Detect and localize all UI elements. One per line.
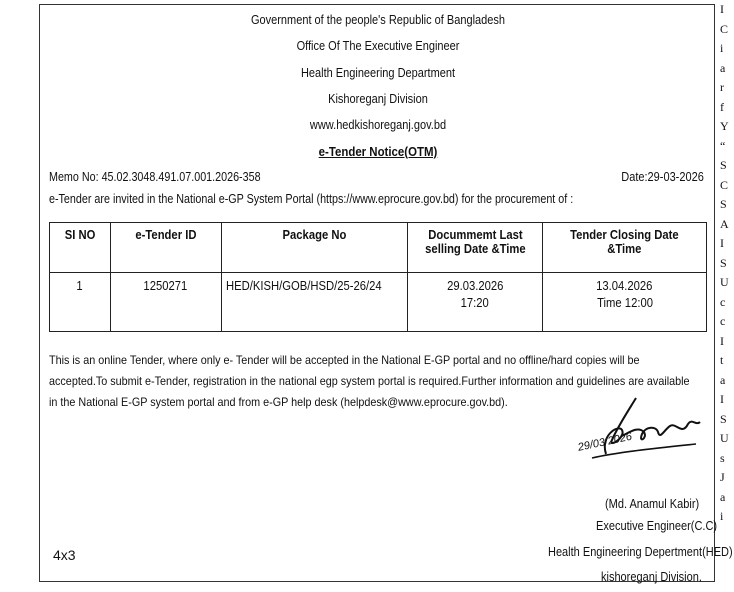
header-office: Office Of The Executive Engineer (296, 39, 460, 53)
header-division: Kishoreganj Division (328, 92, 428, 106)
side-letter: c (720, 294, 726, 309)
side-letter: J (720, 470, 725, 484)
side-letter: r (720, 80, 724, 94)
header-website: www.hedkishoreganj.gov.bd (309, 118, 447, 132)
side-letter: I (720, 333, 724, 348)
table-row (50, 273, 707, 332)
tender-notice (39, 4, 733, 584)
handwritten-signature (578, 396, 708, 471)
header-department: Health Engineering Department (300, 66, 456, 80)
signature-date: 29/03/2026 (576, 430, 634, 454)
table-header-row (50, 223, 707, 273)
side-letter: A (720, 216, 729, 231)
side-letter: t (720, 353, 724, 367)
last-selling-date: 29.03.2026 (446, 279, 504, 293)
reference-code: 4x3 (53, 547, 76, 563)
last-selling-time: 17:20 (460, 296, 489, 310)
signatory-designation: Executive Engineer(C.C) (596, 519, 718, 533)
column-header-package: Package No (221, 223, 407, 273)
side-letter: I (720, 236, 724, 250)
side-letter: C (720, 21, 729, 36)
side-letter: a (720, 372, 726, 387)
side-letter: U (720, 275, 729, 289)
side-letter: S (720, 411, 727, 426)
side-letter: s (720, 450, 725, 465)
adjacent-page-column (720, 0, 734, 592)
side-letter: C (720, 177, 729, 192)
side-letter: S (720, 197, 727, 211)
column-header-tender-id: e-Tender ID (110, 223, 221, 273)
side-letter: “ (720, 138, 726, 153)
invitation-text: e-Tender are invited in the National e-GP System Portal (https://www.eprocure.gov.bd) for the procurement of : (49, 192, 574, 206)
cell-tender-id: 1250271 (110, 273, 221, 332)
side-letter: I (720, 392, 724, 406)
closing-date: 13.04.2026 (596, 279, 653, 293)
column-header-closing: Tender Closing Date &Time (543, 223, 707, 273)
closing-time: Time 12:00 (596, 296, 653, 310)
signatory-name: (Md. Anamul Kabir) (605, 497, 700, 511)
signatory-division: kishoreganj Division. (601, 570, 702, 584)
signatory-department: Health Engineering Depertment(HED) (548, 545, 733, 559)
side-letter: I (720, 2, 724, 16)
cell-closing (543, 273, 707, 332)
side-letter: S (720, 158, 727, 172)
column-header-last-selling: Docummemt Last selling Date &Time (407, 223, 543, 273)
header-government: Government of the people's Republic of Bangladesh (250, 13, 506, 27)
cell-package: HED/KISH/GOB/HSD/25-26/24 (221, 273, 407, 332)
side-letter: i (720, 509, 724, 523)
tender-instructions: This is an online Tender, where only e- Tender will be accepted in the National E-GP portal and no offline/hard copies will be accepted.To submit e-Tender, registration in the national egp system portal is required.Further information and guidelines are available in the National E-GP system portal and from e-GP help desk (helpdesk@www.eprocure.gov.bd). (49, 353, 690, 409)
cell-last-selling (407, 273, 543, 332)
side-letter: a (720, 60, 726, 75)
side-letter: a (720, 489, 726, 504)
side-letter: U (720, 431, 729, 445)
side-letter: f (720, 99, 724, 114)
cell-sl: 1 (50, 273, 111, 332)
side-letter: i (720, 41, 724, 55)
side-letter: S (720, 255, 727, 270)
side-letter: Y (720, 119, 729, 133)
notice-date: Date:29-03-2026 (621, 170, 704, 184)
tender-table (49, 222, 707, 332)
memo-number: Memo No: 45.02.3048.491.07.001.2026-358 (49, 170, 261, 184)
column-header-sl: SI NO (50, 223, 111, 273)
notice-title: e-Tender Notice(OTM) (318, 144, 438, 159)
side-letter: c (720, 314, 726, 328)
